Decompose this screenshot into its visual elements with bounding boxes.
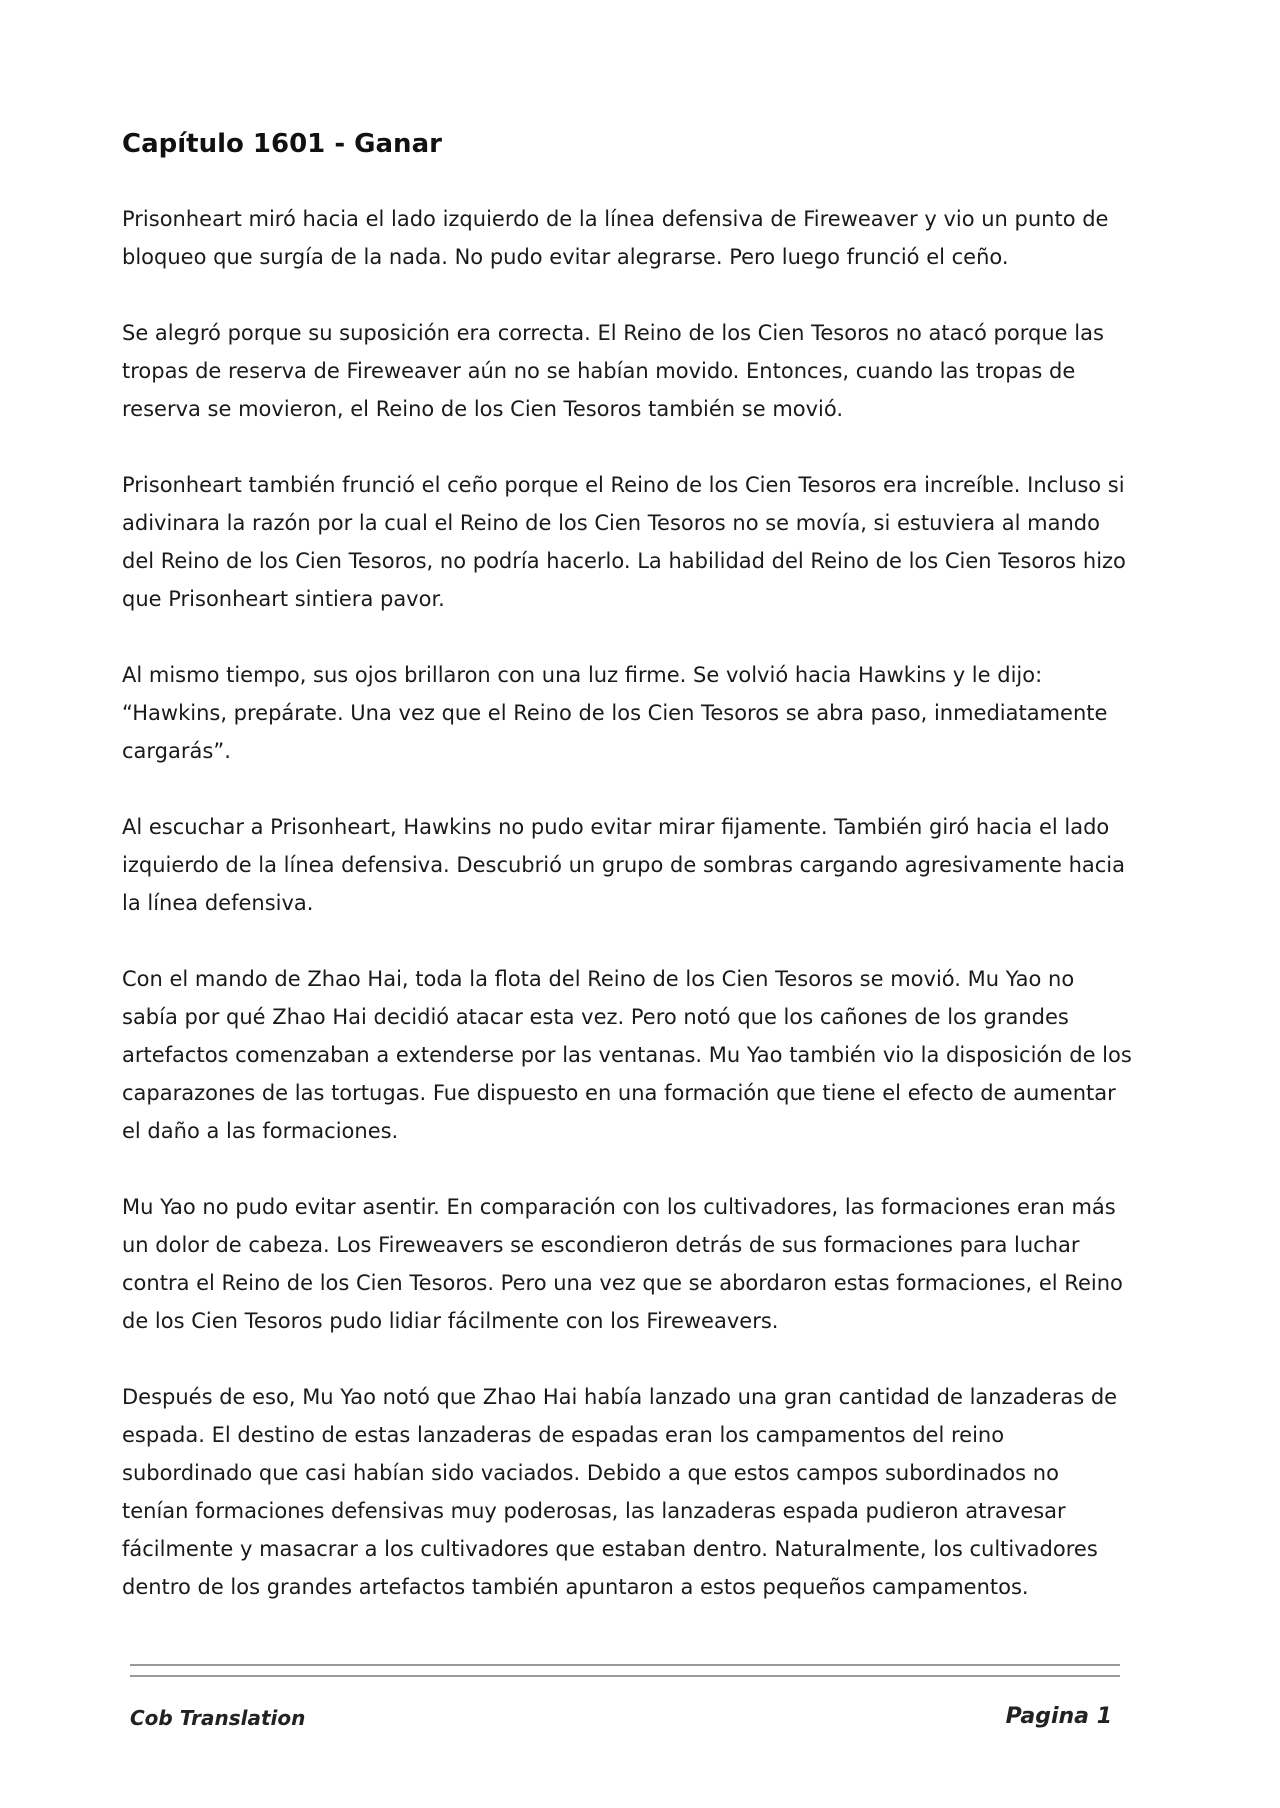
paragraph: Se alegró porque su suposición era correcta. El Reino de los Cien Tesoros no atacó porque las tropas de reserva de Fireweaver aún no se habían movido. Entonces, cuando las tropas de reserva se movieron, el Reino de los Cien Tesoros también se movió. [122, 321, 1104, 421]
chapter-title: Capítulo 1601 - Ganar [122, 129, 442, 159]
paragraph: Prisonheart miró hacia el lado izquierdo de la línea defensiva de Fireweaver y vio un punto de bloqueo que surgía de la nada. No pudo evitar alegrarse. Pero luego frunció el ceño. [122, 207, 1109, 269]
paragraph: Al mismo tiempo, sus ojos brillaron con una luz firme. Se volvió hacia Hawkins y le dijo: “Hawkins, prepárate. Una vez que el Reino de los Cien Tesoros se abra paso, inmediatamente cargarás”. [122, 663, 1108, 763]
footer-translator: Cob Translation [130, 1706, 306, 1730]
paragraph: Después de eso, Mu Yao notó que Zhao Hai había lanzado una gran cantidad de lanzaderas de espada. El destino de estas lanzaderas de espadas eran los campamentos del reino subordinado que casi habían sido vaciados. Debido a que estos campos subordinados no tenían formaciones defensivas muy poderosas, las lanzaderas espada pudieron atravesar fácilmente y masacrar a los cultivadores que estaban dentro. Naturalmente, los cultivadores dentro de los grandes artefactos también apuntaron a estos pequeños campamentos. [122, 1385, 1118, 1599]
footer-divider [130, 1675, 1120, 1677]
footer-page-number: Pagina 1 [1005, 1704, 1112, 1729]
paragraph: Al escuchar a Prisonheart, Hawkins no pudo evitar mirar fijamente. También giró hacia el lado izquierdo de la línea defensiva. Descubrió un grupo de sombras cargando agresivamente hacia la línea defensiva. [122, 815, 1126, 915]
paragraph: Mu Yao no pudo evitar asentir. En comparación con los cultivadores, las formaciones eran más un dolor de cabeza. Los Fireweavers se escondieron detrás de sus formaciones para luchar contra el Reino de los Cien Tesoros. Pero una vez que se abordaron estas formaciones, el Reino de los Cien Tesoros pudo lidiar fácilmente con los Fireweavers. [122, 1195, 1123, 1333]
paragraph: Prisonheart también frunció el ceño porque el Reino de los Cien Tesoros era increíble. Incluso si adivinara la razón por la cual el Reino de los Cien Tesoros no se movía, si estuviera al mando del Reino de los Cien Tesoros, no podría hacerlo. La habilidad del Reino de los Cien Tesoros hizo que Prisonheart sintiera pavor. [122, 473, 1126, 611]
paragraph: Con el mando de Zhao Hai, toda la flota del Reino de los Cien Tesoros se movió. Mu Yao no sabía por qué Zhao Hai decidió atacar esta vez. Pero notó que los cañones de los grandes artefactos comenzaban a extenderse por las ventanas. Mu Yao también vio la disposición de los caparazones de las tortugas. Fue dispuesto en una formación que tiene el efecto de aumentar el daño a las formaciones. [122, 967, 1132, 1143]
footer-divider [130, 1664, 1120, 1666]
chapter-body [122, 200, 1132, 1644]
